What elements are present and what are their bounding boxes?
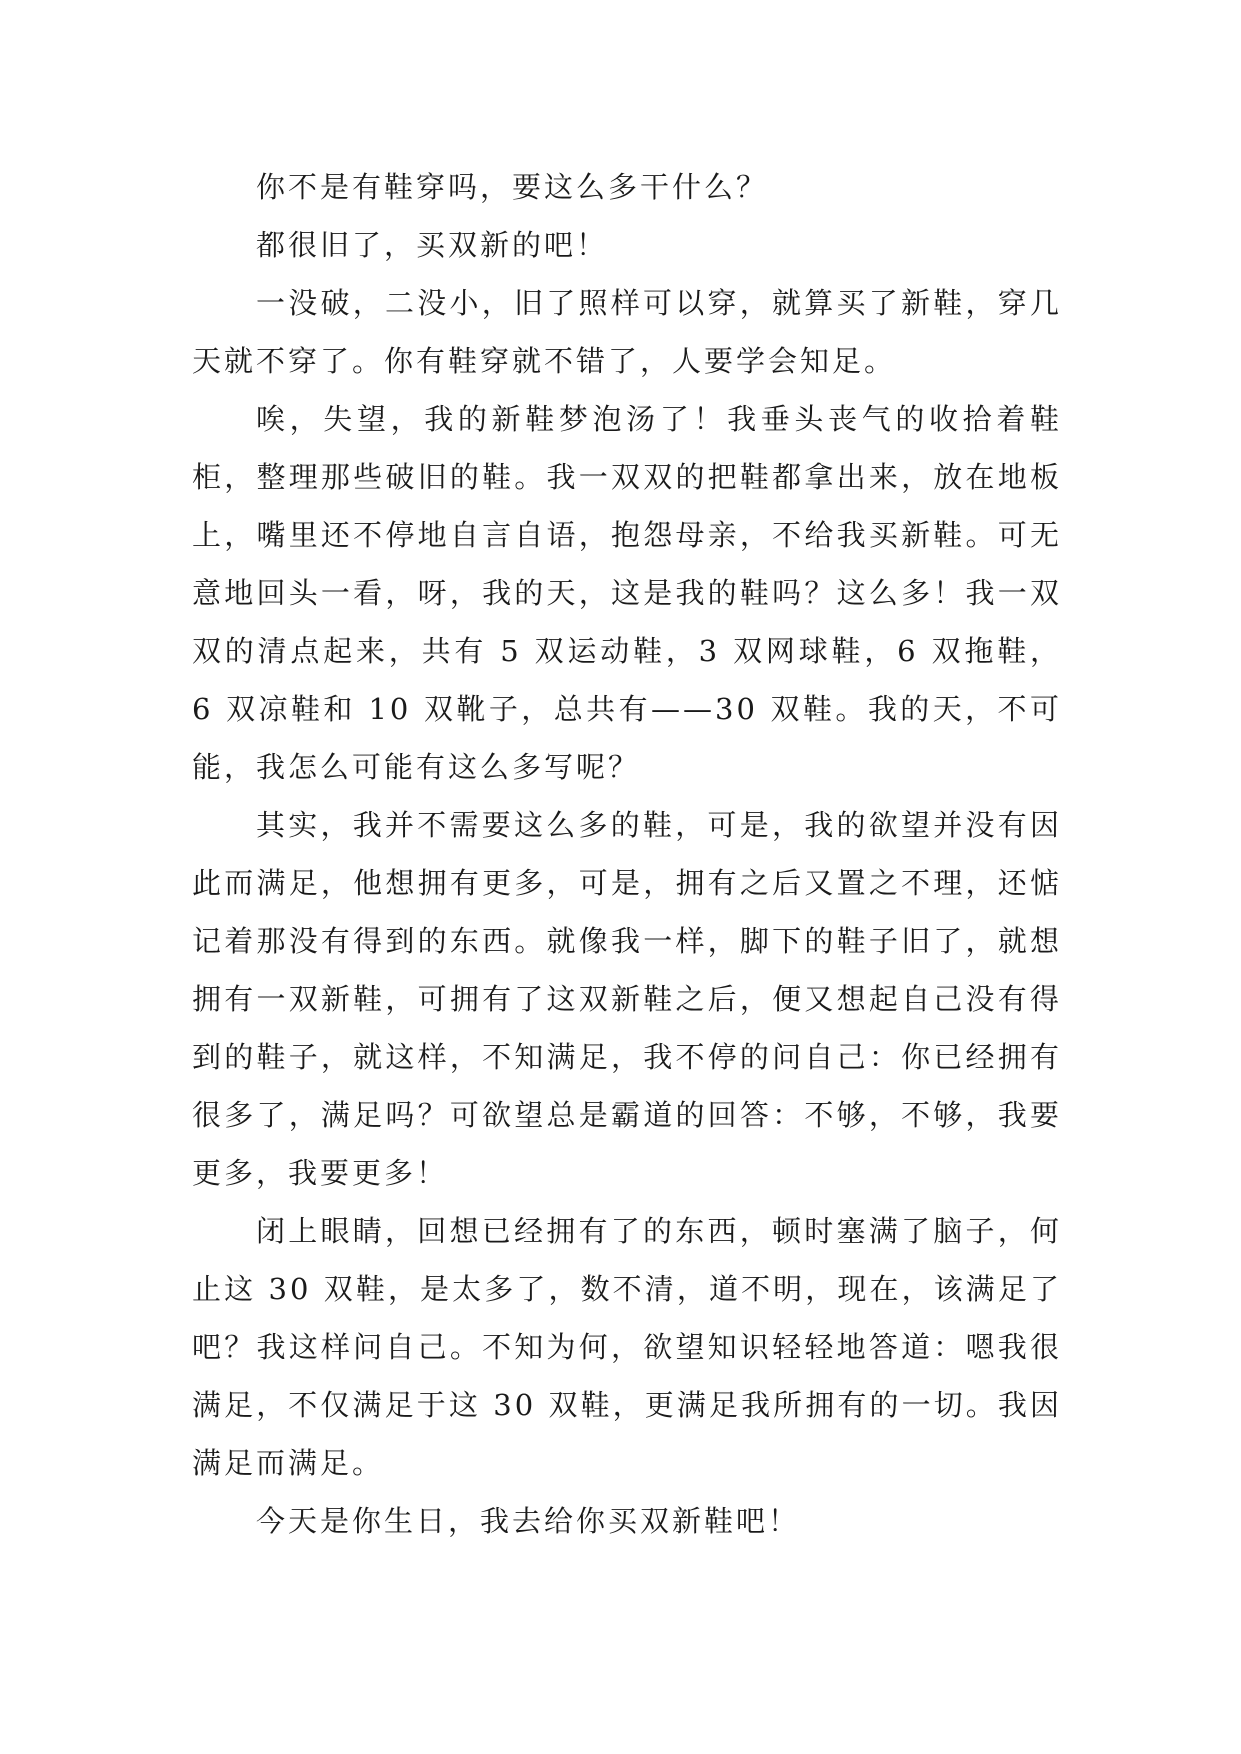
document-body: [192, 158, 1062, 1550]
paragraph: 都很旧了，买双新的吧！: [256, 228, 609, 262]
paragraph: 唉，失望，我的新鞋梦泡汤了！我垂头丧气的收拾着鞋柜，整理那些破旧的鞋。我一双双的把鞋都拿出来，放在地板上，嘴里还不停地自言自语，抱怨母亲，不给我买新鞋。可无意地回头一看，呀，我的天，这是我的鞋吗？这么多！我一双双的清点起来，共有 5 双运动鞋，3 双网球鞋，6 双拖鞋，6 双凉鞋和 10 双靴子，总共有——30 双鞋。我的天，不可能，我怎么可能有这么多写呢？: [192, 402, 1062, 784]
paragraph: 你不是有鞋穿吗，要这么多干什么？: [256, 170, 769, 204]
paragraph: 其实，我并不需要这么多的鞋，可是，我的欲望并没有因此而满足，他想拥有更多，可是，拥有之后又置之不理，还惦记着那没有得到的东西。就像我一样，脚下的鞋子旧了，就想拥有一双新鞋，可拥有了这双新鞋之后，便又想起自己没有得到的鞋子，就这样，不知满足，我不停的问自己：你已经拥有很多了，满足吗？可欲望总是霸道的回答：不够，不够，我要更多，我要更多！: [192, 808, 1062, 1190]
paragraph: 一没破，二没小，旧了照样可以穿，就算买了新鞋，穿几天就不穿了。你有鞋穿就不错了，人要学会知足。: [192, 286, 1062, 378]
paragraph: 闭上眼睛，回想已经拥有了的东西，顿时塞满了脑子，何止这 30 双鞋，是太多了，数不清，道不明，现在，该满足了吧？我这样问自己。不知为何，欲望知识轻轻地答道：嗯我很满足，不仅满足于这 30 双鞋，更满足我所拥有的一切。我因满足而满足。: [192, 1214, 1062, 1480]
paragraph: 今天是你生日，我去给你买双新鞋吧！: [256, 1504, 801, 1538]
